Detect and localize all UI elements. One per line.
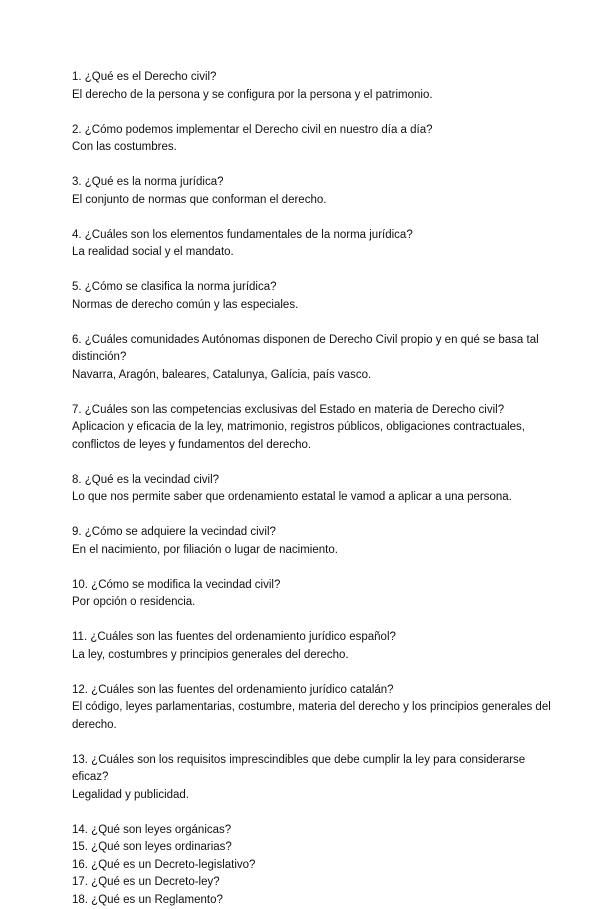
answer: El conjunto de normas que conforman el derecho. xyxy=(72,192,560,210)
qa-item-9 xyxy=(72,524,560,559)
qa-item-2 xyxy=(72,122,560,157)
question: 7. ¿Cuáles son las competencias exclusivas del Estado en materia de Derecho civil? xyxy=(72,402,560,420)
answer: En el nacimiento, por filiación o lugar de nacimiento. xyxy=(72,542,560,560)
question: 6. ¿Cuáles comunidades Autónomas disponen de Derecho Civil propio y en qué se basa tal distinción? xyxy=(72,332,560,367)
question: 12. ¿Cuáles son las fuentes del ordenamiento jurídico catalán? xyxy=(72,682,560,700)
question: 8. ¿Qué es la vecindad civil? xyxy=(72,472,560,490)
qa-item-11 xyxy=(72,629,560,664)
answer: El código, leyes parlamentarias, costumbre, materia del derecho y los principios generales del derecho. xyxy=(72,699,560,734)
list-item: 18. ¿Qué es un Reglamento? xyxy=(72,892,560,909)
answer: El derecho de la persona y se configura por la persona y el patrimonio. xyxy=(72,87,560,105)
qa-item-13 xyxy=(72,752,560,805)
qa-item-5 xyxy=(72,279,560,314)
answer: Con las costumbres. xyxy=(72,139,560,157)
answer: Aplicacion y eficacia de la ley, matrimonio, registros públicos, obligaciones contractuales, conflictos de leyes y fundamentos del derecho. xyxy=(72,419,560,454)
answer: Normas de derecho común y las especiales. xyxy=(72,297,560,315)
answer: La ley, costumbres y principios generales del derecho. xyxy=(72,647,560,665)
pending-questions-list xyxy=(72,822,560,909)
list-item: 14. ¿Qué son leyes orgánicas? xyxy=(72,822,560,840)
qa-item-3 xyxy=(72,174,560,209)
question: 9. ¿Cómo se adquiere la vecindad civil? xyxy=(72,524,560,542)
question: 13. ¿Cuáles son los requisitos imprescindibles que debe cumplir la ley para considerarse eficaz? xyxy=(72,752,560,787)
list-item: 16. ¿Qué es un Decreto-legislativo? xyxy=(72,857,560,875)
qa-item-4 xyxy=(72,227,560,262)
question: 5. ¿Cómo se clasifica la norma jurídica? xyxy=(72,279,560,297)
answer: Navarra, Aragón, baleares, Catalunya, Galícia, país vasco. xyxy=(72,367,560,385)
qa-item-1 xyxy=(72,69,560,104)
qa-item-8 xyxy=(72,472,560,507)
question: 1. ¿Qué es el Derecho civil? xyxy=(72,69,560,87)
question: 3. ¿Qué es la norma jurídica? xyxy=(72,174,560,192)
list-item: 15. ¿Qué son leyes ordinarias? xyxy=(72,839,560,857)
answer: Lo que nos permite saber que ordenamiento estatal le vamod a aplicar a una persona. xyxy=(72,489,560,507)
qa-item-12 xyxy=(72,682,560,735)
answer: Legalidad y publicidad. xyxy=(72,787,560,805)
question: 10. ¿Cómo se modifica la vecindad civil? xyxy=(72,577,560,595)
question: 4. ¿Cuáles son los elementos fundamentales de la norma jurídica? xyxy=(72,227,560,245)
answer: Por opción o residencia. xyxy=(72,594,560,612)
qa-item-6 xyxy=(72,332,560,385)
qa-item-10 xyxy=(72,577,560,612)
qa-item-7 xyxy=(72,402,560,455)
question: 11. ¿Cuáles son las fuentes del ordenamiento jurídico español? xyxy=(72,629,560,647)
answer: La realidad social y el mandato. xyxy=(72,244,560,262)
list-item: 17. ¿Qué es un Decreto-ley? xyxy=(72,874,560,892)
question: 2. ¿Cómo podemos implementar el Derecho civil en nuestro día a día? xyxy=(72,122,560,140)
